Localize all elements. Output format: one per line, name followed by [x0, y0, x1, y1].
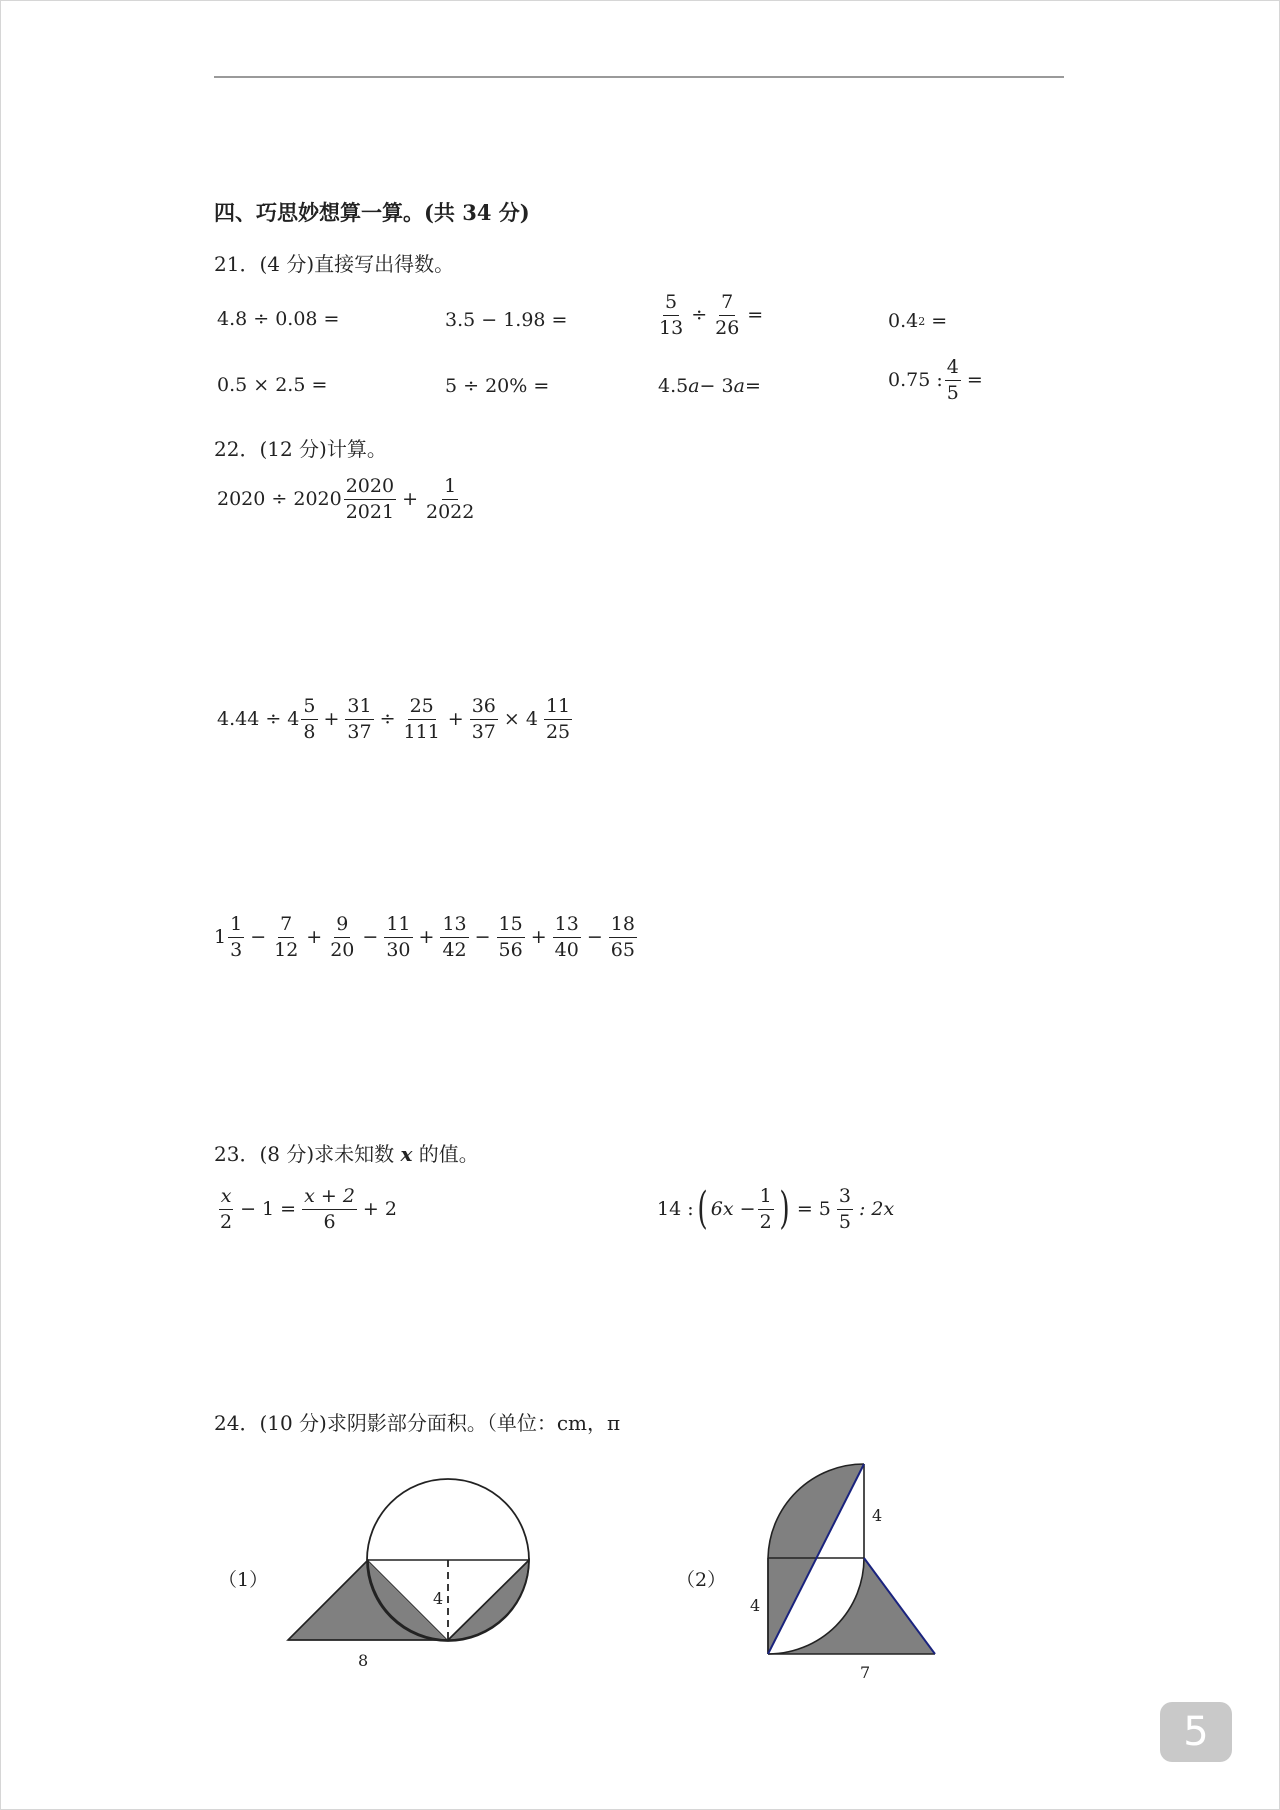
figure-1-diagram [270, 1468, 546, 1678]
fig1-label: （1） [218, 1569, 269, 1591]
section-title: 四、巧思妙想算一算。(共 34 分) [214, 200, 530, 225]
q22-expr-2: 4.44 ÷ 4 $\frac{5}{8}$ + $\frac{31}{37}$ ÷ $\frac{25}{111}$ + $\frac{36}{37}$ × 4 $\frac{11}{25}$ [217, 695, 571, 743]
q21-item-2: 3.5 − 1.98 = [445, 309, 568, 331]
q21-item-6: 5 ÷ 20% = [445, 375, 550, 397]
q23-eq-2: 14 : ( 6x − $\frac{1}{2}$ ) = 5 $\frac{3}{5}$ : 2x [657, 1183, 895, 1235]
fig2-label: （2） [676, 1569, 727, 1591]
page-number-badge: 5 [1160, 1702, 1232, 1762]
fig2-dim-left: 4 [750, 1596, 761, 1615]
fig1-dim-base: 8 [358, 1651, 369, 1670]
q23-eq-1: $\frac{x}{2}$ − 1 = $\frac{x + 2}{6}$ + 2 [220, 1185, 397, 1233]
q22-expr-1: 2020 ÷ 2020 $\frac{2020}{2021}$ + $\frac{1}{2022}$ [217, 475, 475, 523]
q23-label: 23．(8 分)求未知数 x 的值。 [214, 1142, 479, 1166]
header-rule [214, 76, 1064, 78]
fig1-dim-height: 4 [433, 1589, 444, 1608]
fig2-dim-bottom: 7 [860, 1663, 871, 1682]
q21-item-5: 0.5 × 2.5 = [217, 374, 328, 396]
q21-item-3: $\frac{5}{13}$ ÷ $\frac{7}{26}$ = [659, 291, 764, 339]
q21-item-4: 0.4 2 = [888, 310, 948, 332]
figure-2-diagram [740, 1454, 960, 1690]
q24-label: 24．(10 分)求阴影部分面积。（单位：cm，π [214, 1411, 621, 1435]
q21-label: 21．(4 分)直接写出得数。 [214, 252, 455, 276]
q21-item-7: 4.5 a − 3 a = [658, 375, 761, 397]
q22-label: 22．(12 分)计算。 [214, 437, 387, 461]
q21-item-1: 4.8 ÷ 0.08 = [217, 308, 340, 330]
q21-item-8: 0.75 : $\frac{4}{5}$ = [888, 356, 983, 404]
fig2-dim-top: 4 [872, 1506, 883, 1525]
q22-expr-3: 1 $\frac{1}{3}$ − $\frac{7}{12}$ + $\frac{9}{20}$ − $\frac{11}{30}$ + $\frac{13}{42}$ − $\frac{15}{56}$ + $\frac{13}{40}$ − $\frac{18}{65}$ [214, 913, 635, 961]
